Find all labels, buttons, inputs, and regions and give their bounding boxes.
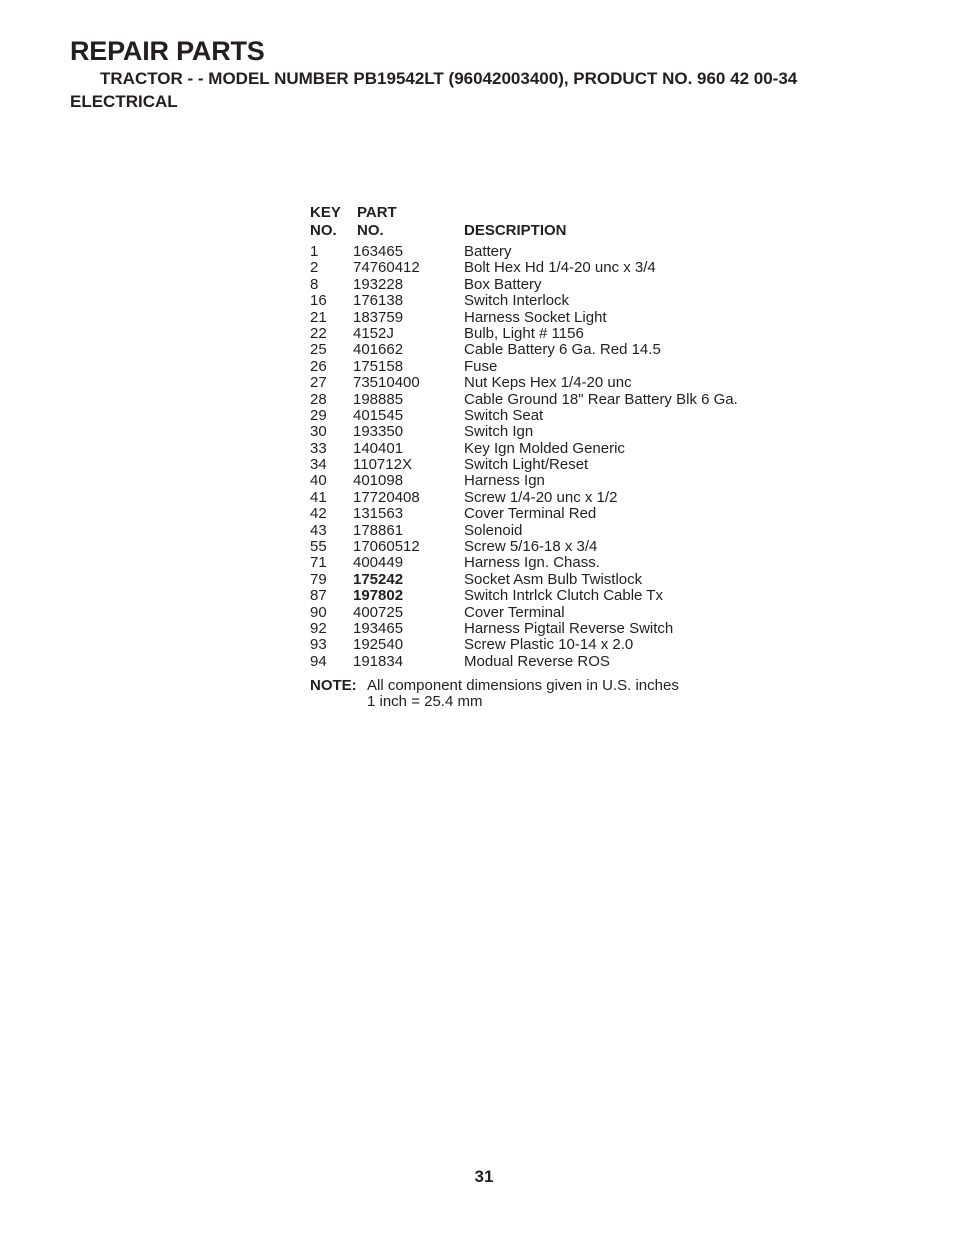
- key-number: 2: [310, 259, 319, 277]
- part-description: Switch Seat: [464, 406, 544, 424]
- key-header-bottom: NO.: [310, 222, 337, 239]
- part-number: 17720408: [353, 488, 420, 506]
- key-number: 1: [310, 243, 319, 260]
- part-number: 4152J: [353, 324, 394, 342]
- table-row: [310, 244, 770, 260]
- parts-table: [310, 204, 770, 670]
- table-row: [310, 572, 770, 588]
- key-number: 94: [310, 652, 327, 670]
- key-number: 40: [310, 472, 327, 490]
- part-number: 192540: [353, 636, 404, 654]
- table-row: [310, 375, 770, 391]
- part-description: Cover Terminal Red: [464, 505, 597, 523]
- part-number: 74760412: [353, 259, 420, 277]
- part-description: Switch Light/Reset: [464, 456, 589, 474]
- table-row: [310, 408, 770, 424]
- key-number: 34: [310, 456, 327, 474]
- part-number: 175158: [353, 357, 404, 375]
- key-header-top: KEY: [310, 204, 341, 221]
- table-row: [310, 523, 770, 539]
- table-row: [310, 441, 770, 457]
- table-row: [310, 506, 770, 522]
- note-line-1: All component dimensions given in U.S. inches: [367, 677, 679, 694]
- part-number: 17060512: [353, 538, 420, 556]
- part-description: Nut Keps Hex 1/4-20 unc: [464, 374, 632, 392]
- part-description: Socket Asm Bulb Twistlock: [464, 570, 643, 588]
- part-number: 176138: [353, 292, 404, 310]
- key-number: 42: [310, 505, 327, 523]
- part-description: Solenoid: [464, 521, 523, 539]
- part-number: 197802: [353, 587, 404, 605]
- table-row: [310, 473, 770, 489]
- key-number: 55: [310, 538, 327, 556]
- part-number: 193350: [353, 423, 404, 441]
- key-number: 92: [310, 619, 327, 637]
- part-number: 131563: [353, 505, 404, 523]
- part-number: 110712X: [353, 456, 412, 474]
- part-number: 401662: [353, 341, 404, 359]
- table-row: [310, 555, 770, 571]
- table-row: [310, 359, 770, 375]
- table-row: [310, 539, 770, 555]
- part-description: Switch Interlock: [464, 292, 570, 310]
- key-number: 29: [310, 406, 327, 424]
- part-number: 175242: [353, 570, 404, 588]
- part-description: Battery: [464, 243, 512, 260]
- part-number: 401098: [353, 472, 404, 490]
- part-description: Switch Ign: [464, 423, 534, 441]
- part-description: Fuse: [464, 357, 498, 375]
- table-row: [310, 654, 770, 670]
- part-number: 140401: [353, 439, 404, 457]
- key-number: 87: [310, 587, 327, 605]
- table-header: [310, 204, 770, 244]
- table-row: [310, 277, 770, 293]
- key-number: 27: [310, 374, 327, 392]
- key-number: 21: [310, 308, 327, 326]
- key-number: 26: [310, 357, 327, 375]
- part-description: Screw 5/16-18 x 3/4: [464, 538, 598, 556]
- part-number: 198885: [353, 390, 404, 408]
- part-description: Key Ign Molded Generic: [464, 439, 625, 457]
- part-description: Modual Reverse ROS: [464, 652, 610, 670]
- key-number: 90: [310, 603, 327, 621]
- table-row: [310, 293, 770, 309]
- part-number: 193228: [353, 275, 404, 293]
- table-row: [310, 637, 770, 653]
- part-number: 178861: [353, 521, 404, 539]
- part-description: Box Battery: [464, 275, 542, 293]
- model-subtitle: TRACTOR - - MODEL NUMBER PB19542LT (96042003400), PRODUCT NO. 960 42 00-34: [100, 69, 798, 88]
- part-description: Cable Ground 18" Rear Battery Blk 6 Ga.: [464, 390, 738, 408]
- key-number: 25: [310, 341, 327, 359]
- description-header: DESCRIPTION: [464, 222, 567, 239]
- part-description: Harness Ign: [464, 472, 545, 490]
- table-row: [310, 310, 770, 326]
- part-number: 183759: [353, 308, 404, 326]
- part-description: Bulb, Light # 1156: [464, 324, 584, 342]
- part-description: Screw 1/4-20 unc x 1/2: [464, 488, 618, 506]
- table-row: [310, 260, 770, 276]
- part-description: Harness Ign. Chass.: [464, 554, 600, 572]
- part-number: 73510400: [353, 374, 420, 392]
- key-number: 93: [310, 636, 327, 654]
- part-number: 163465: [353, 243, 404, 260]
- part-number: 193465: [353, 619, 404, 637]
- part-description: Harness Socket Light: [464, 308, 607, 326]
- part-number: 401545: [353, 406, 404, 424]
- table-row: [310, 457, 770, 473]
- table-row: [310, 392, 770, 408]
- table-row: [310, 424, 770, 440]
- key-number: 43: [310, 521, 327, 539]
- part-header-bottom: NO.: [357, 222, 384, 239]
- part-description: Cable Battery 6 Ga. Red 14.5: [464, 341, 661, 359]
- page-title: REPAIR PARTS: [70, 36, 265, 66]
- part-description: Switch Intrlck Clutch Cable Tx: [464, 587, 663, 605]
- note-label: NOTE:: [310, 677, 357, 694]
- table-row: [310, 342, 770, 358]
- section-title: ELECTRICAL: [70, 92, 178, 111]
- table-row: [310, 490, 770, 506]
- key-number: 8: [310, 275, 319, 293]
- part-description: Cover Terminal: [464, 603, 565, 621]
- page-number: 31: [474, 1167, 494, 1186]
- part-number: 400725: [353, 603, 404, 621]
- key-number: 79: [310, 570, 327, 588]
- part-description: Screw Plastic 10-14 x 2.0: [464, 636, 634, 654]
- table-row: [310, 621, 770, 637]
- part-header-top: PART: [357, 204, 397, 221]
- table-row: [310, 588, 770, 604]
- note-line-2: 1 inch = 25.4 mm: [367, 693, 483, 710]
- key-number: 71: [310, 554, 327, 572]
- part-description: Harness Pigtail Reverse Switch: [464, 619, 674, 637]
- part-description: Bolt Hex Hd 1/4-20 unc x 3/4: [464, 259, 656, 277]
- table-row: [310, 605, 770, 621]
- key-number: 33: [310, 439, 327, 457]
- key-number: 30: [310, 423, 327, 441]
- table-row: [310, 326, 770, 342]
- part-number: 191834: [353, 652, 404, 670]
- part-number: 400449: [353, 554, 404, 572]
- key-number: 22: [310, 324, 327, 342]
- key-number: 28: [310, 390, 327, 408]
- table-body: [310, 244, 770, 670]
- key-number: 41: [310, 488, 327, 506]
- key-number: 16: [310, 292, 327, 310]
